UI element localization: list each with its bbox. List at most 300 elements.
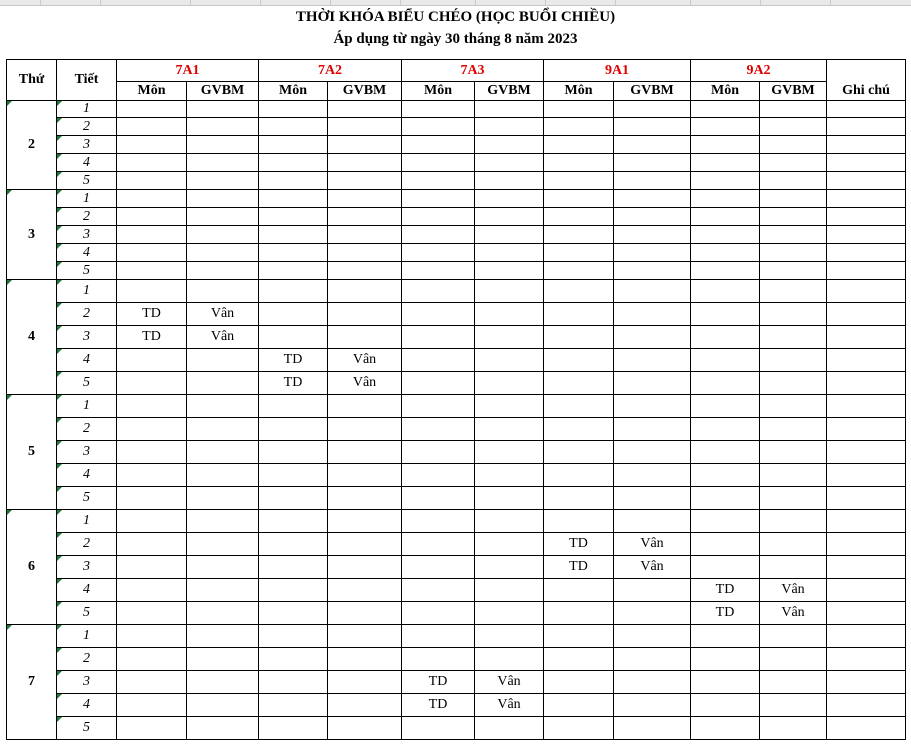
subject-cell[interactable] [117,487,187,510]
teacher-cell[interactable] [187,226,259,244]
subject-cell[interactable] [691,395,760,418]
teacher-cell[interactable] [614,487,691,510]
subject-cell[interactable] [259,303,328,326]
note-cell[interactable] [827,172,906,190]
subject-cell[interactable] [544,262,614,280]
subject-cell[interactable] [544,694,614,717]
subject-cell[interactable] [402,280,475,303]
teacher-cell[interactable] [328,303,402,326]
teacher-cell[interactable] [187,510,259,533]
period-cell[interactable]: 2 [57,118,117,136]
header-note[interactable]: Ghi chú [827,82,906,101]
note-cell[interactable] [827,303,906,326]
teacher-cell[interactable] [614,118,691,136]
subject-cell[interactable] [259,602,328,625]
subject-cell[interactable] [402,418,475,441]
subject-cell[interactable] [259,262,328,280]
teacher-cell[interactable] [475,208,544,226]
subject-cell[interactable] [259,226,328,244]
note-cell[interactable] [827,671,906,694]
subject-cell[interactable] [402,226,475,244]
teacher-cell[interactable] [328,648,402,671]
subject-cell[interactable] [259,154,328,172]
subject-cell[interactable]: TD [402,671,475,694]
subject-cell[interactable] [402,190,475,208]
teacher-cell[interactable] [475,118,544,136]
subject-cell[interactable] [691,625,760,648]
teacher-cell[interactable] [614,648,691,671]
teacher-cell[interactable] [614,441,691,464]
day-cell[interactable]: 7 [7,625,57,740]
teacher-cell[interactable] [475,510,544,533]
teacher-cell[interactable] [187,349,259,372]
subject-cell[interactable] [402,533,475,556]
subject-cell[interactable] [259,487,328,510]
teacher-cell[interactable] [614,303,691,326]
teacher-cell[interactable] [614,625,691,648]
subject-cell[interactable] [259,208,328,226]
teacher-cell[interactable]: Vân [614,533,691,556]
teacher-cell[interactable] [328,441,402,464]
subject-cell[interactable]: TD [691,602,760,625]
period-cell[interactable]: 4 [57,349,117,372]
note-cell[interactable] [827,154,906,172]
teacher-cell[interactable] [475,441,544,464]
subject-cell[interactable] [544,349,614,372]
note-cell[interactable] [827,136,906,154]
subject-cell[interactable] [259,441,328,464]
teacher-cell[interactable]: Vân [187,326,259,349]
note-cell[interactable] [827,118,906,136]
teacher-cell[interactable] [475,172,544,190]
subject-cell[interactable] [117,208,187,226]
subject-cell[interactable]: TD [402,694,475,717]
period-cell[interactable]: 2 [57,208,117,226]
subject-cell[interactable] [402,487,475,510]
teacher-cell[interactable] [760,441,827,464]
subject-cell[interactable] [117,349,187,372]
teacher-cell[interactable] [328,208,402,226]
subject-cell[interactable] [259,280,328,303]
subject-cell[interactable] [117,533,187,556]
teacher-cell[interactable] [614,510,691,533]
teacher-cell[interactable] [614,717,691,740]
note-cell[interactable] [827,349,906,372]
period-cell[interactable]: 4 [57,694,117,717]
subject-cell[interactable] [691,372,760,395]
teacher-cell[interactable] [187,625,259,648]
subject-cell[interactable] [117,579,187,602]
subject-cell[interactable] [544,487,614,510]
teacher-cell[interactable] [187,579,259,602]
teacher-cell[interactable] [760,101,827,118]
subject-cell[interactable] [259,648,328,671]
header-subject[interactable]: Môn [544,82,614,101]
header-teacher[interactable]: GVBM [328,82,402,101]
period-cell[interactable]: 4 [57,464,117,487]
header-period[interactable]: Tiết [57,60,117,101]
period-cell[interactable]: 3 [57,671,117,694]
subject-cell[interactable] [544,136,614,154]
subject-cell[interactable] [691,717,760,740]
note-cell[interactable] [827,648,906,671]
teacher-cell[interactable] [614,602,691,625]
teacher-cell[interactable] [187,244,259,262]
subject-cell[interactable] [402,464,475,487]
teacher-cell[interactable] [187,101,259,118]
teacher-cell[interactable] [475,349,544,372]
note-cell[interactable] [827,208,906,226]
subject-cell[interactable] [259,717,328,740]
period-cell[interactable]: 3 [57,226,117,244]
period-cell[interactable]: 3 [57,136,117,154]
period-cell[interactable]: 2 [57,533,117,556]
teacher-cell[interactable] [328,262,402,280]
note-cell[interactable] [827,694,906,717]
header-subject[interactable]: Môn [259,82,328,101]
subject-cell[interactable] [544,464,614,487]
teacher-cell[interactable] [760,648,827,671]
teacher-cell[interactable] [328,602,402,625]
header-teacher[interactable]: GVBM [475,82,544,101]
subject-cell[interactable] [402,441,475,464]
subject-cell[interactable] [117,172,187,190]
subject-cell[interactable] [544,372,614,395]
subject-cell[interactable] [402,303,475,326]
subject-cell[interactable] [402,602,475,625]
subject-cell[interactable] [402,154,475,172]
header-class-7a3[interactable]: 7A3 [402,60,544,82]
subject-cell[interactable] [117,118,187,136]
subject-cell[interactable] [544,101,614,118]
subject-cell[interactable]: TD [259,349,328,372]
header-teacher[interactable]: GVBM [187,82,259,101]
teacher-cell[interactable] [760,395,827,418]
subject-cell[interactable] [544,226,614,244]
teacher-cell[interactable] [760,671,827,694]
note-cell[interactable] [827,226,906,244]
teacher-cell[interactable] [187,487,259,510]
note-cell[interactable] [827,326,906,349]
subject-cell[interactable] [117,372,187,395]
teacher-cell[interactable] [614,190,691,208]
subject-cell[interactable] [402,579,475,602]
subject-cell[interactable] [544,579,614,602]
subject-cell[interactable] [117,717,187,740]
subject-cell[interactable] [691,418,760,441]
period-cell[interactable]: 5 [57,262,117,280]
subject-cell[interactable] [544,671,614,694]
period-cell[interactable]: 3 [57,326,117,349]
subject-cell[interactable] [544,602,614,625]
teacher-cell[interactable] [475,395,544,418]
subject-cell[interactable] [691,208,760,226]
day-cell[interactable]: 2 [7,101,57,190]
teacher-cell[interactable] [187,648,259,671]
teacher-cell[interactable] [614,154,691,172]
subject-cell[interactable] [402,101,475,118]
subject-cell[interactable] [544,648,614,671]
teacher-cell[interactable]: Vân [328,372,402,395]
note-cell[interactable] [827,717,906,740]
teacher-cell[interactable] [614,694,691,717]
note-cell[interactable] [827,487,906,510]
subject-cell[interactable]: TD [544,556,614,579]
period-cell[interactable]: 1 [57,510,117,533]
subject-cell[interactable] [117,101,187,118]
subject-cell[interactable]: TD [544,533,614,556]
subject-cell[interactable] [117,625,187,648]
subject-cell[interactable] [544,717,614,740]
subject-cell[interactable] [402,625,475,648]
subject-cell[interactable] [544,303,614,326]
teacher-cell[interactable] [475,136,544,154]
period-cell[interactable]: 2 [57,418,117,441]
subject-cell[interactable] [117,244,187,262]
subject-cell[interactable] [691,556,760,579]
period-cell[interactable]: 1 [57,190,117,208]
teacher-cell[interactable] [328,395,402,418]
teacher-cell[interactable] [328,136,402,154]
teacher-cell[interactable] [614,136,691,154]
subject-cell[interactable] [691,326,760,349]
header-teacher[interactable]: GVBM [760,82,827,101]
subject-cell[interactable] [402,349,475,372]
teacher-cell[interactable] [614,372,691,395]
teacher-cell[interactable] [760,262,827,280]
subject-cell[interactable] [544,625,614,648]
teacher-cell[interactable] [614,244,691,262]
teacher-cell[interactable] [760,226,827,244]
subject-cell[interactable] [117,190,187,208]
subject-cell[interactable] [117,226,187,244]
teacher-cell[interactable] [614,464,691,487]
teacher-cell[interactable] [475,372,544,395]
header-class-7a2[interactable]: 7A2 [259,60,402,82]
teacher-cell[interactable] [187,556,259,579]
period-cell[interactable]: 5 [57,487,117,510]
subject-cell[interactable] [691,190,760,208]
subject-cell[interactable] [544,172,614,190]
subject-cell[interactable]: TD [691,579,760,602]
teacher-cell[interactable] [614,579,691,602]
teacher-cell[interactable] [614,280,691,303]
teacher-cell[interactable] [760,418,827,441]
subject-cell[interactable] [402,262,475,280]
teacher-cell[interactable] [328,118,402,136]
teacher-cell[interactable] [187,671,259,694]
period-cell[interactable]: 4 [57,579,117,602]
header-note-spacer[interactable] [827,60,906,82]
note-cell[interactable] [827,244,906,262]
subject-cell[interactable] [691,280,760,303]
teacher-cell[interactable] [328,154,402,172]
teacher-cell[interactable] [328,533,402,556]
subject-cell[interactable] [259,464,328,487]
teacher-cell[interactable] [760,717,827,740]
teacher-cell[interactable] [475,579,544,602]
period-cell[interactable]: 2 [57,648,117,671]
subject-cell[interactable] [691,303,760,326]
teacher-cell[interactable] [187,533,259,556]
subject-cell[interactable] [691,226,760,244]
teacher-cell[interactable] [760,280,827,303]
subject-cell[interactable] [544,190,614,208]
subject-cell[interactable] [691,101,760,118]
subject-cell[interactable] [691,464,760,487]
teacher-cell[interactable] [328,510,402,533]
teacher-cell[interactable] [760,326,827,349]
teacher-cell[interactable]: Vân [475,694,544,717]
subject-cell[interactable] [402,208,475,226]
teacher-cell[interactable] [760,190,827,208]
teacher-cell[interactable] [760,244,827,262]
note-cell[interactable] [827,372,906,395]
subject-cell[interactable] [691,244,760,262]
subject-cell[interactable] [117,602,187,625]
teacher-cell[interactable] [328,487,402,510]
teacher-cell[interactable] [328,226,402,244]
header-class-9a2[interactable]: 9A2 [691,60,827,82]
teacher-cell[interactable] [760,510,827,533]
note-cell[interactable] [827,262,906,280]
subject-cell[interactable]: TD [117,303,187,326]
subject-cell[interactable] [259,244,328,262]
teacher-cell[interactable] [328,280,402,303]
subject-cell[interactable] [402,717,475,740]
teacher-cell[interactable] [760,136,827,154]
header-teacher[interactable]: GVBM [614,82,691,101]
subject-cell[interactable] [544,395,614,418]
subject-cell[interactable] [691,487,760,510]
period-cell[interactable]: 5 [57,717,117,740]
period-cell[interactable]: 5 [57,172,117,190]
subject-cell[interactable]: TD [259,372,328,395]
subject-cell[interactable] [691,510,760,533]
subject-cell[interactable] [691,441,760,464]
subject-cell[interactable] [259,136,328,154]
note-cell[interactable] [827,579,906,602]
teacher-cell[interactable] [614,395,691,418]
subject-cell[interactable] [544,244,614,262]
subject-cell[interactable] [259,533,328,556]
teacher-cell[interactable] [328,464,402,487]
teacher-cell[interactable] [475,556,544,579]
header-class-9a1[interactable]: 9A1 [544,60,691,82]
teacher-cell[interactable] [760,694,827,717]
teacher-cell[interactable]: Vân [187,303,259,326]
subject-cell[interactable] [691,694,760,717]
teacher-cell[interactable] [760,349,827,372]
teacher-cell[interactable] [760,372,827,395]
subject-cell[interactable] [402,395,475,418]
teacher-cell[interactable] [187,280,259,303]
subject-cell[interactable] [402,136,475,154]
subject-cell[interactable] [691,136,760,154]
subject-cell[interactable] [259,326,328,349]
teacher-cell[interactable] [187,602,259,625]
subject-cell[interactable] [259,190,328,208]
teacher-cell[interactable] [475,487,544,510]
teacher-cell[interactable] [614,671,691,694]
teacher-cell[interactable] [187,136,259,154]
subject-cell[interactable] [402,510,475,533]
subject-cell[interactable] [259,172,328,190]
period-cell[interactable]: 3 [57,441,117,464]
note-cell[interactable] [827,441,906,464]
subject-cell[interactable] [117,671,187,694]
teacher-cell[interactable] [187,118,259,136]
period-cell[interactable]: 2 [57,303,117,326]
subject-cell[interactable] [259,395,328,418]
note-cell[interactable] [827,556,906,579]
teacher-cell[interactable] [475,280,544,303]
teacher-cell[interactable] [475,717,544,740]
teacher-cell[interactable] [187,418,259,441]
period-cell[interactable]: 4 [57,154,117,172]
subject-cell[interactable] [402,244,475,262]
teacher-cell[interactable] [760,154,827,172]
note-cell[interactable] [827,625,906,648]
teacher-cell[interactable] [475,244,544,262]
subject-cell[interactable] [691,172,760,190]
note-cell[interactable] [827,602,906,625]
teacher-cell[interactable] [760,487,827,510]
teacher-cell[interactable] [187,717,259,740]
subject-cell[interactable] [544,441,614,464]
subject-cell[interactable] [259,671,328,694]
teacher-cell[interactable] [475,190,544,208]
teacher-cell[interactable] [328,101,402,118]
period-cell[interactable]: 1 [57,395,117,418]
teacher-cell[interactable] [760,464,827,487]
subject-cell[interactable] [117,556,187,579]
subject-cell[interactable] [691,262,760,280]
teacher-cell[interactable] [328,694,402,717]
teacher-cell[interactable] [475,101,544,118]
subject-cell[interactable] [691,533,760,556]
teacher-cell[interactable] [187,154,259,172]
teacher-cell[interactable] [187,464,259,487]
subject-cell[interactable] [259,625,328,648]
teacher-cell[interactable] [475,418,544,441]
teacher-cell[interactable] [475,303,544,326]
teacher-cell[interactable] [187,694,259,717]
subject-cell[interactable] [259,556,328,579]
teacher-cell[interactable] [187,395,259,418]
teacher-cell[interactable] [760,625,827,648]
teacher-cell[interactable] [614,101,691,118]
teacher-cell[interactable] [328,717,402,740]
subject-cell[interactable] [544,418,614,441]
subject-cell[interactable] [544,118,614,136]
subject-cell[interactable] [691,118,760,136]
subject-cell[interactable] [544,154,614,172]
teacher-cell[interactable]: Vân [760,602,827,625]
teacher-cell[interactable] [187,208,259,226]
teacher-cell[interactable] [187,441,259,464]
teacher-cell[interactable]: Vân [760,579,827,602]
period-cell[interactable]: 1 [57,280,117,303]
teacher-cell[interactable]: Vân [614,556,691,579]
teacher-cell[interactable] [187,262,259,280]
day-cell[interactable]: 5 [7,395,57,510]
subject-cell[interactable] [117,464,187,487]
teacher-cell[interactable] [475,602,544,625]
subject-cell[interactable] [402,556,475,579]
teacher-cell[interactable] [475,625,544,648]
subject-cell[interactable] [117,694,187,717]
